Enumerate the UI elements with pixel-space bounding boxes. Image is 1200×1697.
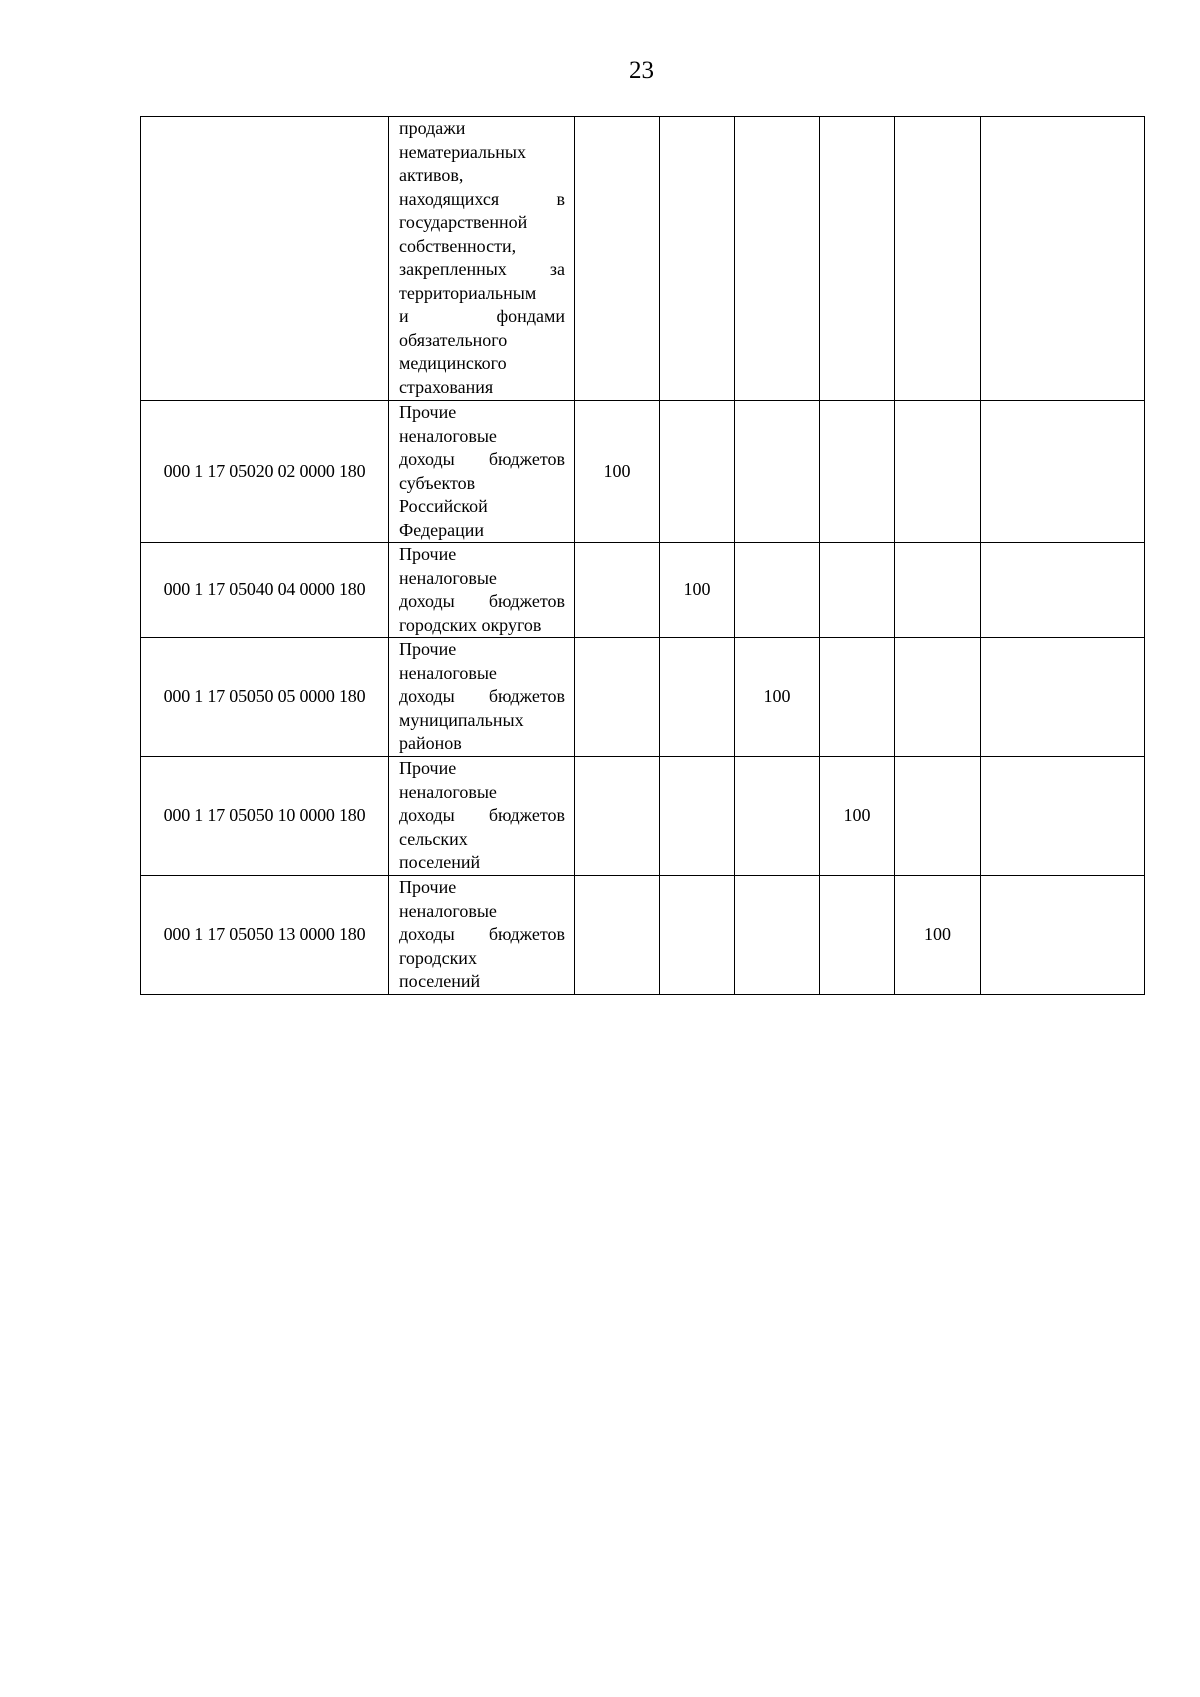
- revenue-name-line: неналоговые: [399, 425, 497, 446]
- value-cell-col-1: [575, 638, 660, 757]
- revenue-name-line: доходы бюджетов: [399, 924, 565, 944]
- revenue-name-cell: [389, 876, 575, 995]
- revenue-name-line: Российской: [399, 496, 488, 516]
- value-cell-col-5: 100: [895, 876, 981, 995]
- value-cell-col-2: [660, 876, 735, 995]
- revenue-name-cell: [389, 117, 575, 401]
- value-cell-col-1: [575, 757, 660, 876]
- value-cell-col-2: [660, 117, 735, 401]
- revenue-code-cell: 000 1 17 05050 10 0000 180: [141, 757, 389, 876]
- revenue-name-line: поселений: [399, 852, 481, 872]
- table-row: [141, 401, 1145, 543]
- revenue-name-line: сельских: [399, 828, 468, 849]
- revenue-name-line: территориальным: [399, 282, 537, 303]
- revenue-code-cell: 000 1 17 05050 13 0000 180: [141, 876, 389, 995]
- table-row: [141, 876, 1145, 995]
- revenue-code-cell: [141, 117, 389, 401]
- revenue-name-line: государственной: [399, 212, 528, 232]
- value-cell-col-4: [820, 876, 895, 995]
- revenue-name-line: собственности,: [399, 235, 517, 256]
- revenue-name-line: находящихся в: [399, 188, 565, 209]
- revenue-name-line: нематериальных: [399, 141, 526, 162]
- revenue-code-cell: 000 1 17 05020 02 0000 180: [141, 401, 389, 543]
- revenue-name-line: активов,: [399, 165, 464, 185]
- value-cell-col-4: [820, 117, 895, 401]
- value-cell-col-5: [895, 543, 981, 638]
- value-cell-col-2: [660, 757, 735, 876]
- revenue-name-line: Прочие: [399, 877, 457, 897]
- value-cell-col-3: [735, 876, 820, 995]
- table-row: [141, 757, 1145, 876]
- value-cell-col-3: [735, 117, 820, 401]
- revenue-code-cell: 000 1 17 05040 04 0000 180: [141, 543, 389, 638]
- revenue-name-line: неналоговые: [399, 900, 497, 921]
- revenue-name-cell: [389, 543, 575, 638]
- revenue-name-line: поселений: [399, 971, 481, 991]
- revenue-name-line: обязательного: [399, 329, 508, 350]
- revenue-name-cell: [389, 401, 575, 543]
- table-row: [141, 543, 1145, 638]
- revenue-name-line: Прочие: [399, 758, 457, 778]
- value-cell-col-2: [660, 638, 735, 757]
- value-cell-col-5: [895, 757, 981, 876]
- revenue-distribution-table: [140, 116, 1145, 995]
- revenue-name-line: закрепленных за: [399, 259, 565, 279]
- value-cell-col-1: [575, 543, 660, 638]
- value-cell-col-3: [735, 757, 820, 876]
- revenue-code-cell: 000 1 17 05050 05 0000 180: [141, 638, 389, 757]
- revenue-name-line: и фондами: [399, 306, 565, 326]
- revenue-name-line: муниципальных: [399, 709, 524, 730]
- revenue-name-line: Прочие: [399, 402, 457, 422]
- value-cell-col-6: [981, 876, 1145, 995]
- value-cell-col-1: [575, 876, 660, 995]
- value-cell-col-6: [981, 638, 1145, 757]
- revenue-name-line: городских округов: [399, 614, 542, 635]
- value-cell-col-2: 100: [660, 543, 735, 638]
- revenue-name-line: доходы бюджетов: [399, 686, 565, 706]
- value-cell-col-6: [981, 757, 1145, 876]
- revenue-name-line: Прочие: [399, 639, 457, 659]
- page-number: 23: [629, 57, 654, 84]
- revenue-name-line: доходы бюджетов: [399, 449, 565, 469]
- value-cell-col-3: 100: [735, 638, 820, 757]
- revenue-name-cell: [389, 757, 575, 876]
- revenue-name-line: доходы бюджетов: [399, 591, 565, 611]
- value-cell-col-3: [735, 401, 820, 543]
- table-row: [141, 638, 1145, 757]
- value-cell-col-6: [981, 401, 1145, 543]
- table-row: [141, 117, 1145, 401]
- value-cell-col-6: [981, 543, 1145, 638]
- value-cell-col-4: [820, 638, 895, 757]
- value-cell-col-4: [820, 401, 895, 543]
- revenue-name-line: доходы бюджетов: [399, 805, 565, 825]
- revenue-name-line: продажи: [399, 118, 466, 138]
- revenue-name-line: медицинского: [399, 353, 507, 373]
- value-cell-col-6: [981, 117, 1145, 401]
- value-cell-col-1: 100: [575, 401, 660, 543]
- revenue-name-line: страхования: [399, 376, 494, 397]
- value-cell-col-2: [660, 401, 735, 543]
- revenue-name-line: неналоговые: [399, 781, 497, 802]
- value-cell-col-5: [895, 117, 981, 401]
- value-cell-col-4: 100: [820, 757, 895, 876]
- revenue-name-line: субъектов: [399, 472, 476, 493]
- value-cell-col-5: [895, 638, 981, 757]
- value-cell-col-3: [735, 543, 820, 638]
- revenue-name-line: районов: [399, 733, 462, 753]
- revenue-name-line: Прочие: [399, 544, 457, 564]
- revenue-name-line: городских: [399, 947, 477, 968]
- revenue-name-cell: [389, 638, 575, 757]
- value-cell-col-4: [820, 543, 895, 638]
- value-cell-col-5: [895, 401, 981, 543]
- revenue-name-line: Федерации: [399, 519, 485, 540]
- revenue-name-line: неналоговые: [399, 662, 497, 683]
- revenue-name-line: неналоговые: [399, 567, 497, 588]
- table-body: [141, 117, 1145, 995]
- value-cell-col-1: [575, 117, 660, 401]
